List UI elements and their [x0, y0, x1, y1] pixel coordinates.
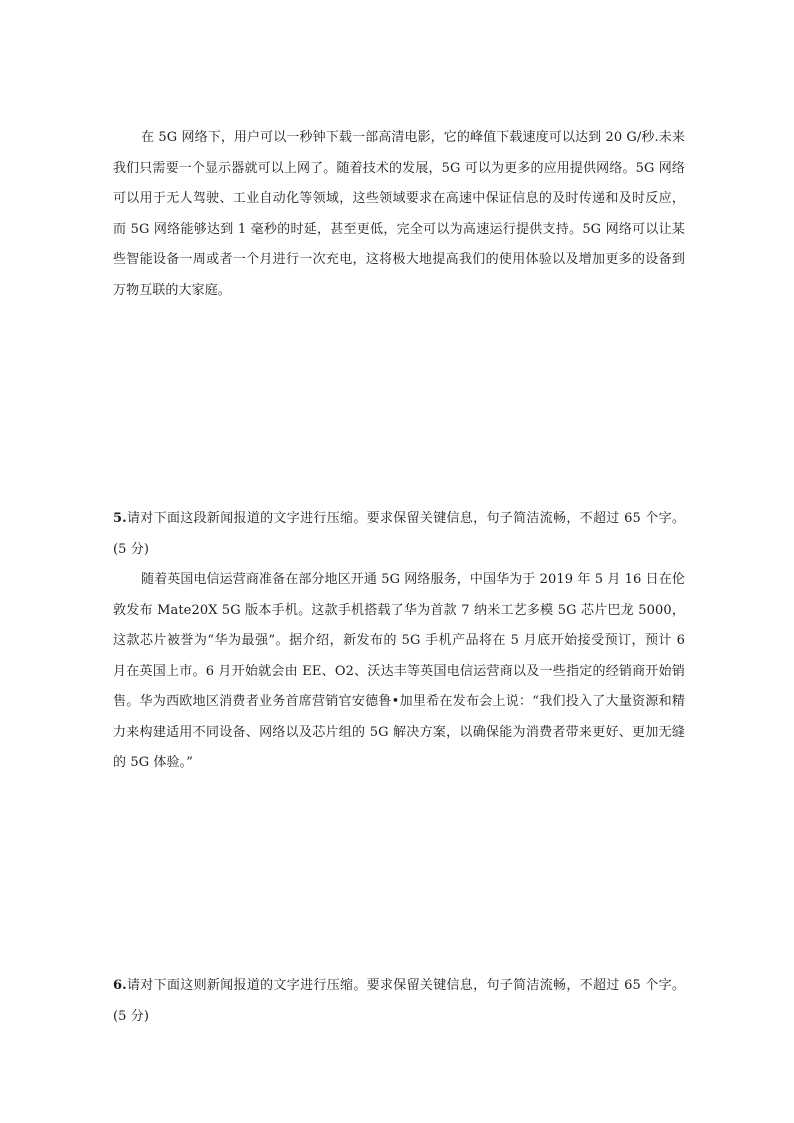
question-6-number: 6. [113, 978, 127, 993]
passage-5g-network: 在 5G 网络下，用户可以一秒钟下载一部高清电影，它的峰值下载速度可以达到 20 G/秒.未来我们只需要一个显示器就可以上网了。随着技术的发展，5G 可以为更多的应用提供网络。5G 网络可以用于无人驾驶、工业自动化等领域，这些领域要求在高速中保证信息的及时传递和及时反应，而 5G 网络能够达到 1 毫秒的时延，甚至更低，完全可以为高速运行提供支持。5G 网络可以让某些智能设备一周或者一个月进行一次充电，这将极大地提高我们的使用体验以及增加更多的设备到万物互联的大家庭。 [113, 130, 685, 298]
question-6-prompt: 请对下面这则新闻报道的文字进行压缩。要求保留关键信息，句子简洁流畅，不超过 65 个字。(5 分) [113, 978, 685, 1024]
passage-huawei-news: 随着英国电信运营商准备在部分地区开通 5G 网络服务，中国华为于 2019 年 5 月 16 日在伦敦发布 Mate20X 5G 版本手机。这款手机搭载了华为首款 7 纳米工艺多模 5G 芯片巴龙 5000，这款芯片被誉为“华为最强”。据介绍，新发布的 5G 手机产品将在 5 月底开始接受预订，预计 6 月在英国上市。6 月开始就会由 EE、O2、沃达丰等英国电信运营商以及一些指定的经销商开始销售。华为西欧地区消费者业务首席营销官安德鲁•加里希在发布会上说：“我们投入了大量资源和精力来构建适用不同设备、网络以及芯片组的 5G 解决方案，以确保能为消费者带来更好、更加无缝的 5G 体验。” [113, 572, 685, 770]
question-5 [113, 504, 685, 565]
question-5-number: 5. [113, 511, 127, 526]
question-6 [113, 971, 685, 1032]
question-5-prompt: 请对下面这段新闻报道的文字进行压缩。要求保留关键信息，句子简洁流畅，不超过 65 个字。(5 分) [113, 511, 685, 557]
